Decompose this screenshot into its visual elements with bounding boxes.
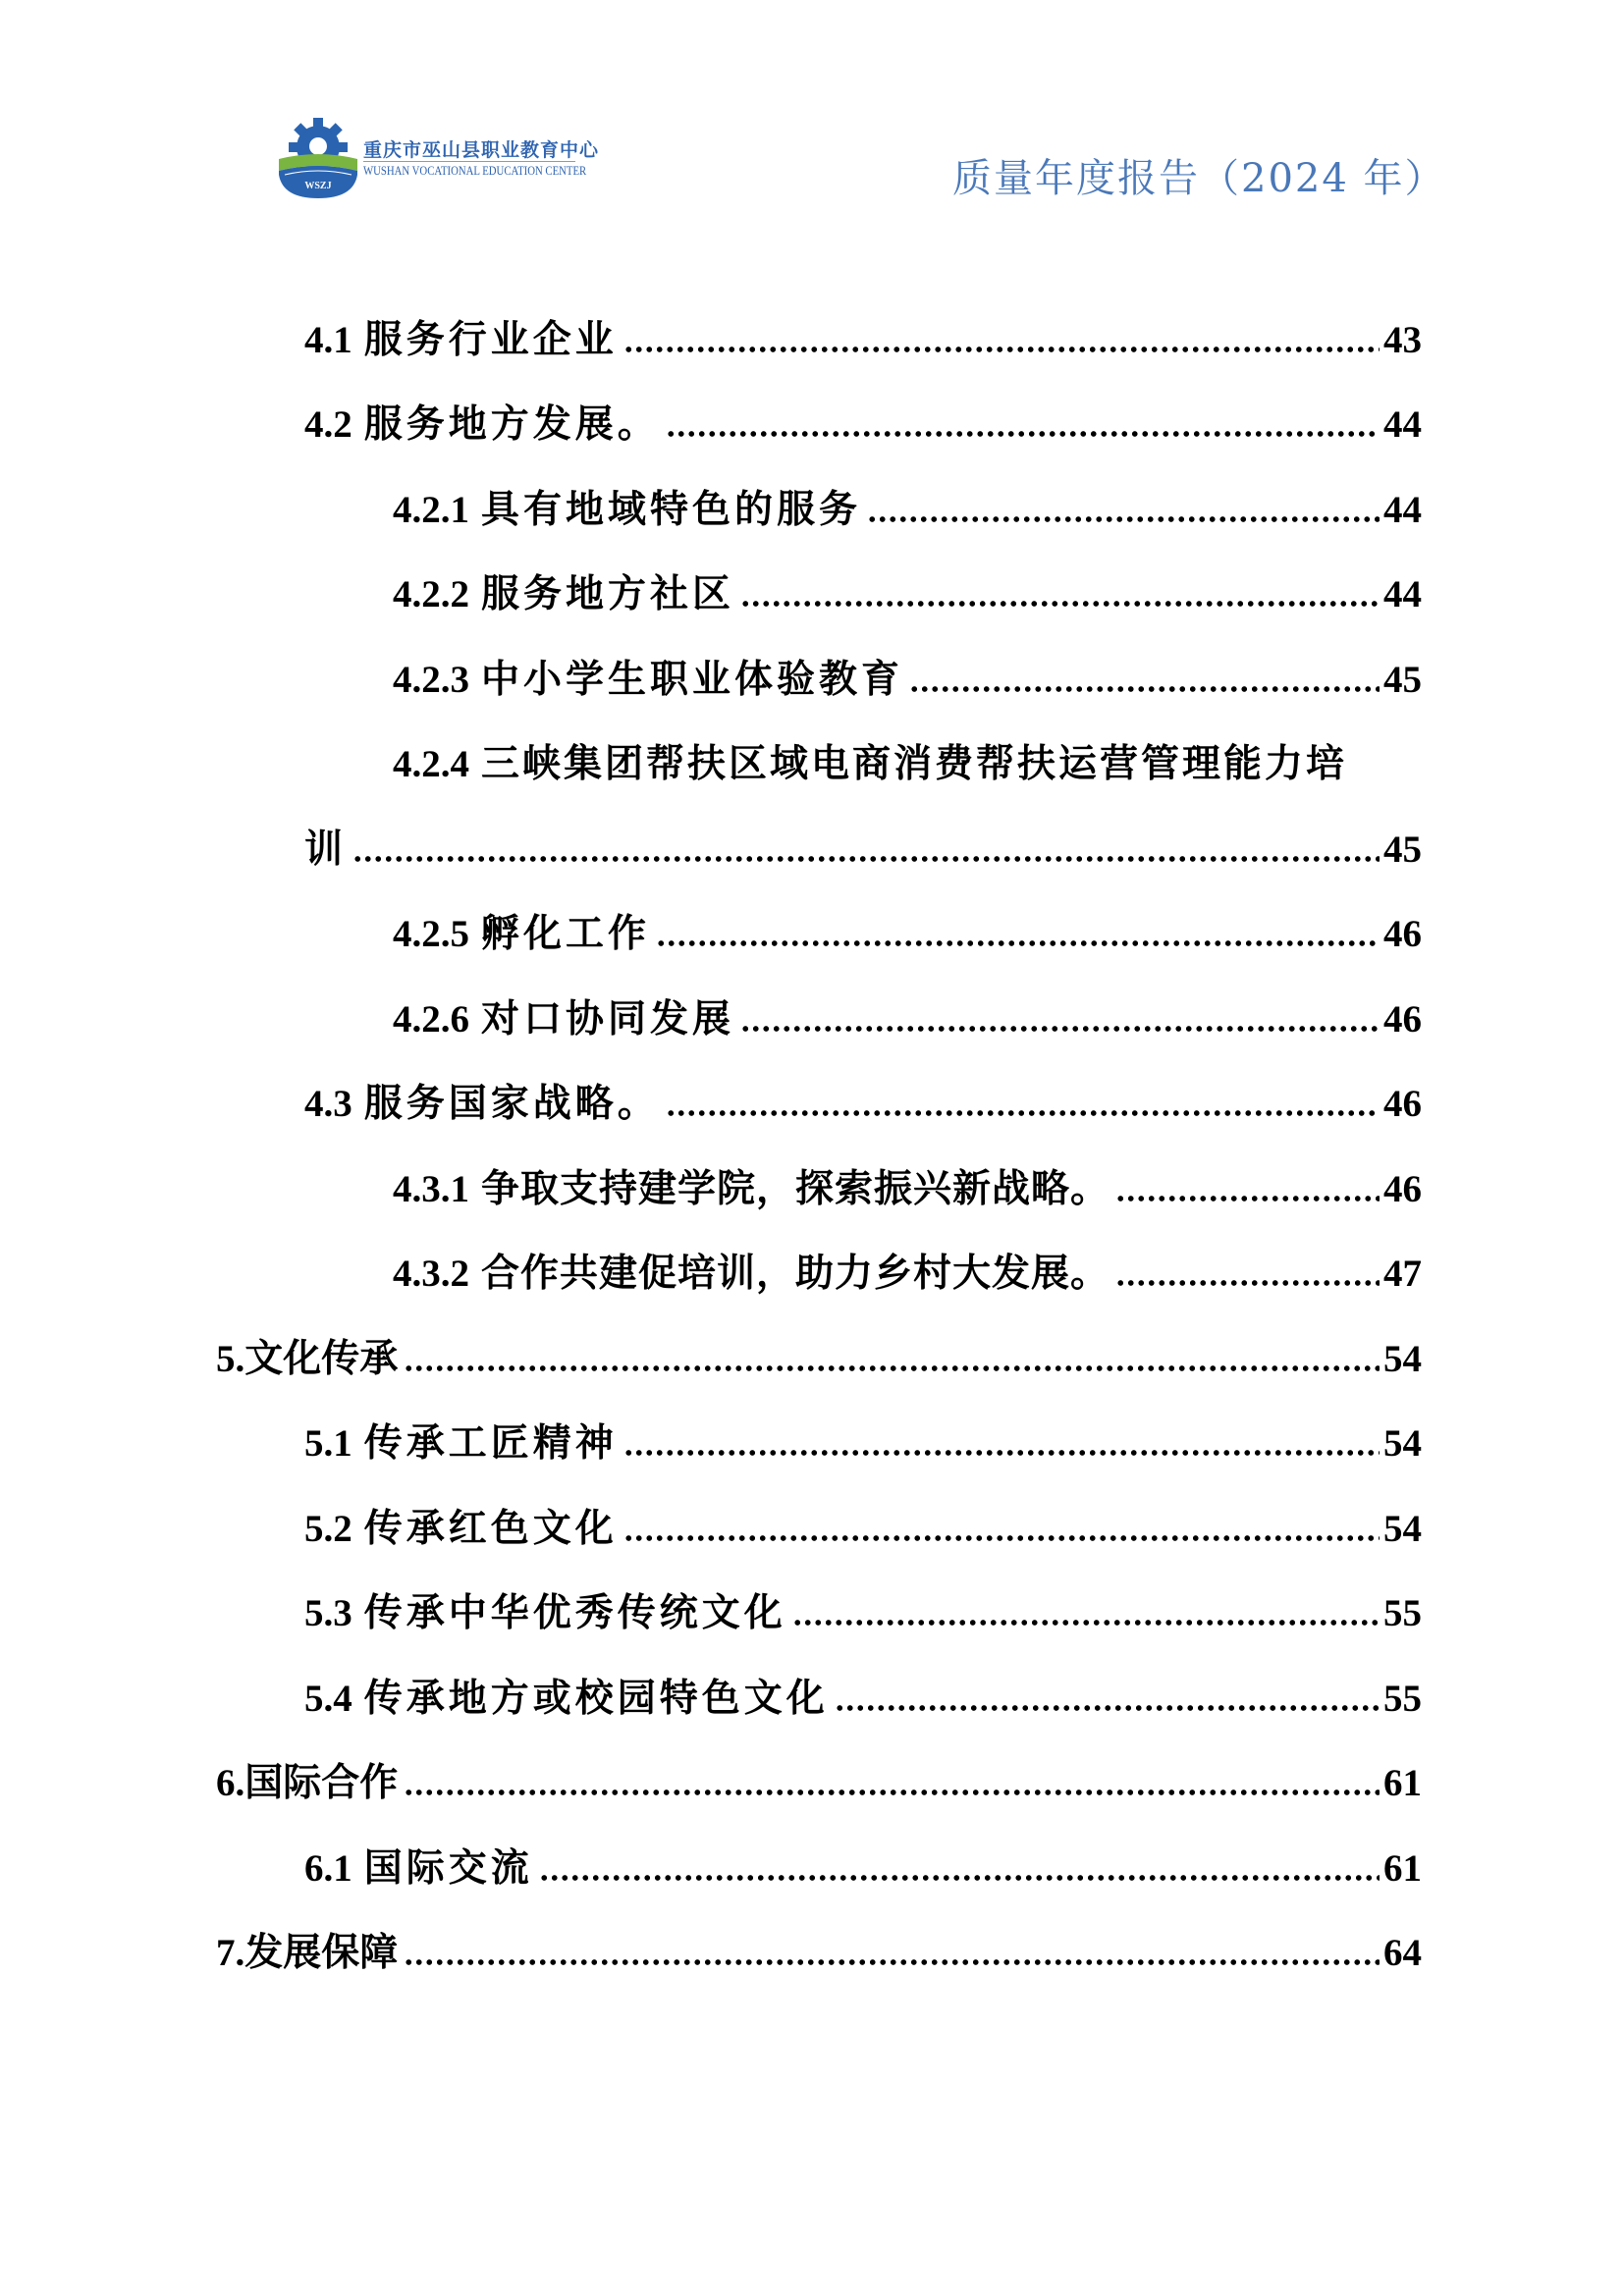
school-logo xyxy=(275,114,600,200)
toc-entry[interactable]: 4.2.6 对口协同发展 46 xyxy=(393,996,1422,1041)
toc-entry-wrapped[interactable]: 4.2.4 三峡集团帮扶区域电商消费帮扶运营管理能力培 xyxy=(393,741,1348,786)
dot-leader xyxy=(623,1447,1380,1459)
dot-leader xyxy=(656,937,1380,949)
page-header xyxy=(0,0,1624,226)
dot-leader xyxy=(909,683,1380,695)
toc-entry-chapter[interactable]: 6. 国际合作 61 xyxy=(216,1761,1422,1805)
dot-leader xyxy=(352,853,1380,865)
toc-entry[interactable]: 5.4 传承地方或校园特色文化 55 xyxy=(304,1676,1422,1721)
dot-leader xyxy=(539,1872,1380,1884)
toc-entry[interactable]: 4.2.5 孵化工作 46 xyxy=(393,911,1422,956)
toc-entry-continuation[interactable]: 训 45 xyxy=(304,827,1422,872)
dot-leader xyxy=(740,1023,1380,1035)
dot-leader xyxy=(666,428,1380,440)
toc-entry[interactable]: 4.3 服务国家战略。 46 xyxy=(304,1081,1422,1126)
toc-entry[interactable]: 6.1 国际交流 61 xyxy=(304,1845,1422,1891)
logo-divider xyxy=(363,161,575,162)
school-name-cn: 重庆市巫山县职业教育中心 xyxy=(363,139,600,161)
dot-leader xyxy=(740,598,1380,610)
toc-entry[interactable]: 4.3.2 合作共建促培训，助力乡村大发展。 47 xyxy=(393,1251,1422,1296)
dot-leader xyxy=(623,344,1380,355)
dot-leader xyxy=(1115,1193,1380,1204)
toc-entry[interactable]: 4.2.2 服务地方社区 44 xyxy=(393,571,1422,616)
toc-entry-chapter[interactable]: 5. 文化传承 54 xyxy=(216,1337,1422,1381)
dot-leader xyxy=(1115,1277,1380,1289)
toc-entry[interactable]: 5.1 传承工匠精神 54 xyxy=(304,1420,1422,1466)
toc-entry[interactable]: 5.2 传承红色文化 54 xyxy=(304,1506,1422,1551)
toc-entry[interactable]: 4.2.1 具有地域特色的服务 44 xyxy=(393,487,1422,532)
dot-leader xyxy=(835,1702,1380,1714)
dot-leader xyxy=(404,1787,1380,1798)
svg-text:WSZJ: WSZJ xyxy=(304,181,332,191)
dot-leader xyxy=(792,1617,1380,1629)
report-title: 质量年度报告（2024 年） xyxy=(952,156,1446,201)
toc-entry[interactable]: 4.2.3 中小学生职业体验教育 45 xyxy=(393,657,1422,702)
dot-leader xyxy=(666,1107,1380,1119)
toc-entry[interactable]: 5.3 传承中华优秀传统文化 55 xyxy=(304,1590,1422,1635)
toc-entry-chapter[interactable]: 7. 发展保障 64 xyxy=(216,1931,1422,1975)
toc-entry[interactable]: 4.2 服务地方发展。 44 xyxy=(304,401,1422,447)
dot-leader xyxy=(867,513,1380,525)
dot-leader xyxy=(623,1532,1380,1544)
toc-entry[interactable]: 4.1 服务行业企业 43 xyxy=(304,317,1422,362)
toc-entry[interactable]: 4.3.1 争取支持建学院，探索振兴新战略。 46 xyxy=(393,1166,1422,1211)
gear-book-logo-icon xyxy=(275,114,361,200)
school-name-en: WUSHAN VOCATIONAL EDUCATION CENTER xyxy=(363,164,587,178)
dot-leader xyxy=(404,1956,1380,1968)
dot-leader xyxy=(404,1362,1380,1374)
